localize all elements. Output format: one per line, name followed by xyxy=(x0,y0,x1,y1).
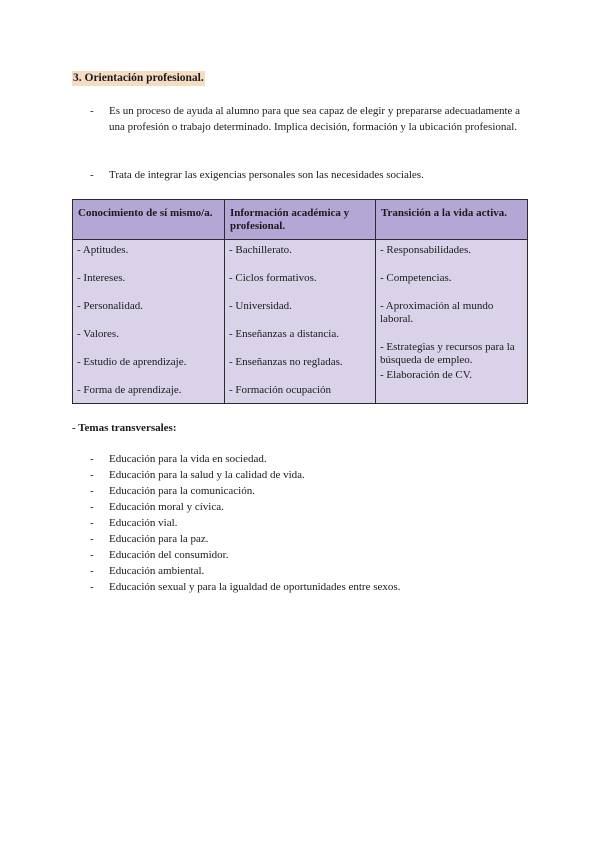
list-item: - Competencias. xyxy=(380,272,452,284)
bullet-dash: - xyxy=(90,485,94,497)
temas-title: - Temas transversales: xyxy=(72,422,177,434)
table-header: Conocimiento de sí mismo/a. xyxy=(73,200,225,240)
table-row xyxy=(73,240,528,404)
list-item: - Responsabilidades. xyxy=(380,244,472,256)
list-item: - Estrategias y recursos para la búsqueda de empleo. xyxy=(380,341,515,366)
list-item: - Enseñanzas no regladas. xyxy=(229,356,343,368)
list-item: - Valores. xyxy=(77,328,119,340)
list-item: - Aptitudes. xyxy=(77,244,129,256)
list-item-text: Educación para la vida en sociedad. xyxy=(109,453,267,465)
bullet-dash: - xyxy=(90,169,94,181)
list-item: - Enseñanzas a distancia. xyxy=(229,328,339,340)
list-item-text: Educación moral y cívica. xyxy=(109,501,224,513)
orientation-table xyxy=(72,199,528,404)
bullet-dash: - xyxy=(90,517,94,529)
list-item: - Intereses. xyxy=(77,272,126,284)
bullet-dash: - xyxy=(90,105,94,117)
list-item-text: Educación para la comunicación. xyxy=(109,485,255,497)
bullet-dash: - xyxy=(90,453,94,465)
table-header: Transición a la vida activa. xyxy=(376,200,528,240)
bullet-dash: - xyxy=(90,533,94,545)
list-item: - Universidad. xyxy=(229,300,292,312)
list-item: - Estudio de aprendizaje. xyxy=(77,356,187,368)
bullet-dash: - xyxy=(90,469,94,481)
bullet-dash: - xyxy=(90,501,94,513)
list-item-text: Educación sexual y para la igualdad de oportunidades entre sexos. xyxy=(109,581,401,593)
table-cell-column-1 xyxy=(73,240,225,404)
bullet-dash: - xyxy=(90,549,94,561)
bullet-text: Trata de integrar las exigencias personales son las necesidades sociales. xyxy=(109,169,424,181)
table-cell-column-2 xyxy=(225,240,376,404)
list-item-text: Educación vial. xyxy=(109,517,178,529)
table-cell-column-3 xyxy=(376,240,528,404)
section-title: 3. Orientación profesional. xyxy=(73,72,204,84)
bullet-dash: - xyxy=(90,565,94,577)
bullet-dash: - xyxy=(90,581,94,593)
list-item: - Ciclos formativos. xyxy=(229,272,317,284)
list-item: - Aproximación al mundo laboral. xyxy=(380,300,494,325)
list-item-text: Educación para la salud y la calidad de vida. xyxy=(109,469,305,481)
list-item-text: Educación del consumidor. xyxy=(109,549,229,561)
table-header: Información académica y profesional. xyxy=(225,200,376,240)
bullet-text: Es un proceso de ayuda al alumno para que sea capaz de elegir y prepararse adecuadamente a una profesión o trabajo determinado. Implica decisión, formación y la ubicación profesional. xyxy=(109,105,521,133)
list-item: - Elaboración de CV. xyxy=(380,369,473,381)
table-header-row xyxy=(73,200,528,240)
list-item-text: Educación para la paz. xyxy=(109,533,209,545)
list-item: - Forma de aprendizaje. xyxy=(77,384,182,396)
list-item: - Formación ocupación xyxy=(229,384,332,396)
list-item: - Bachillerato. xyxy=(229,244,292,256)
list-item: - Personalidad. xyxy=(77,300,143,312)
list-item-text: Educación ambiental. xyxy=(109,565,205,577)
